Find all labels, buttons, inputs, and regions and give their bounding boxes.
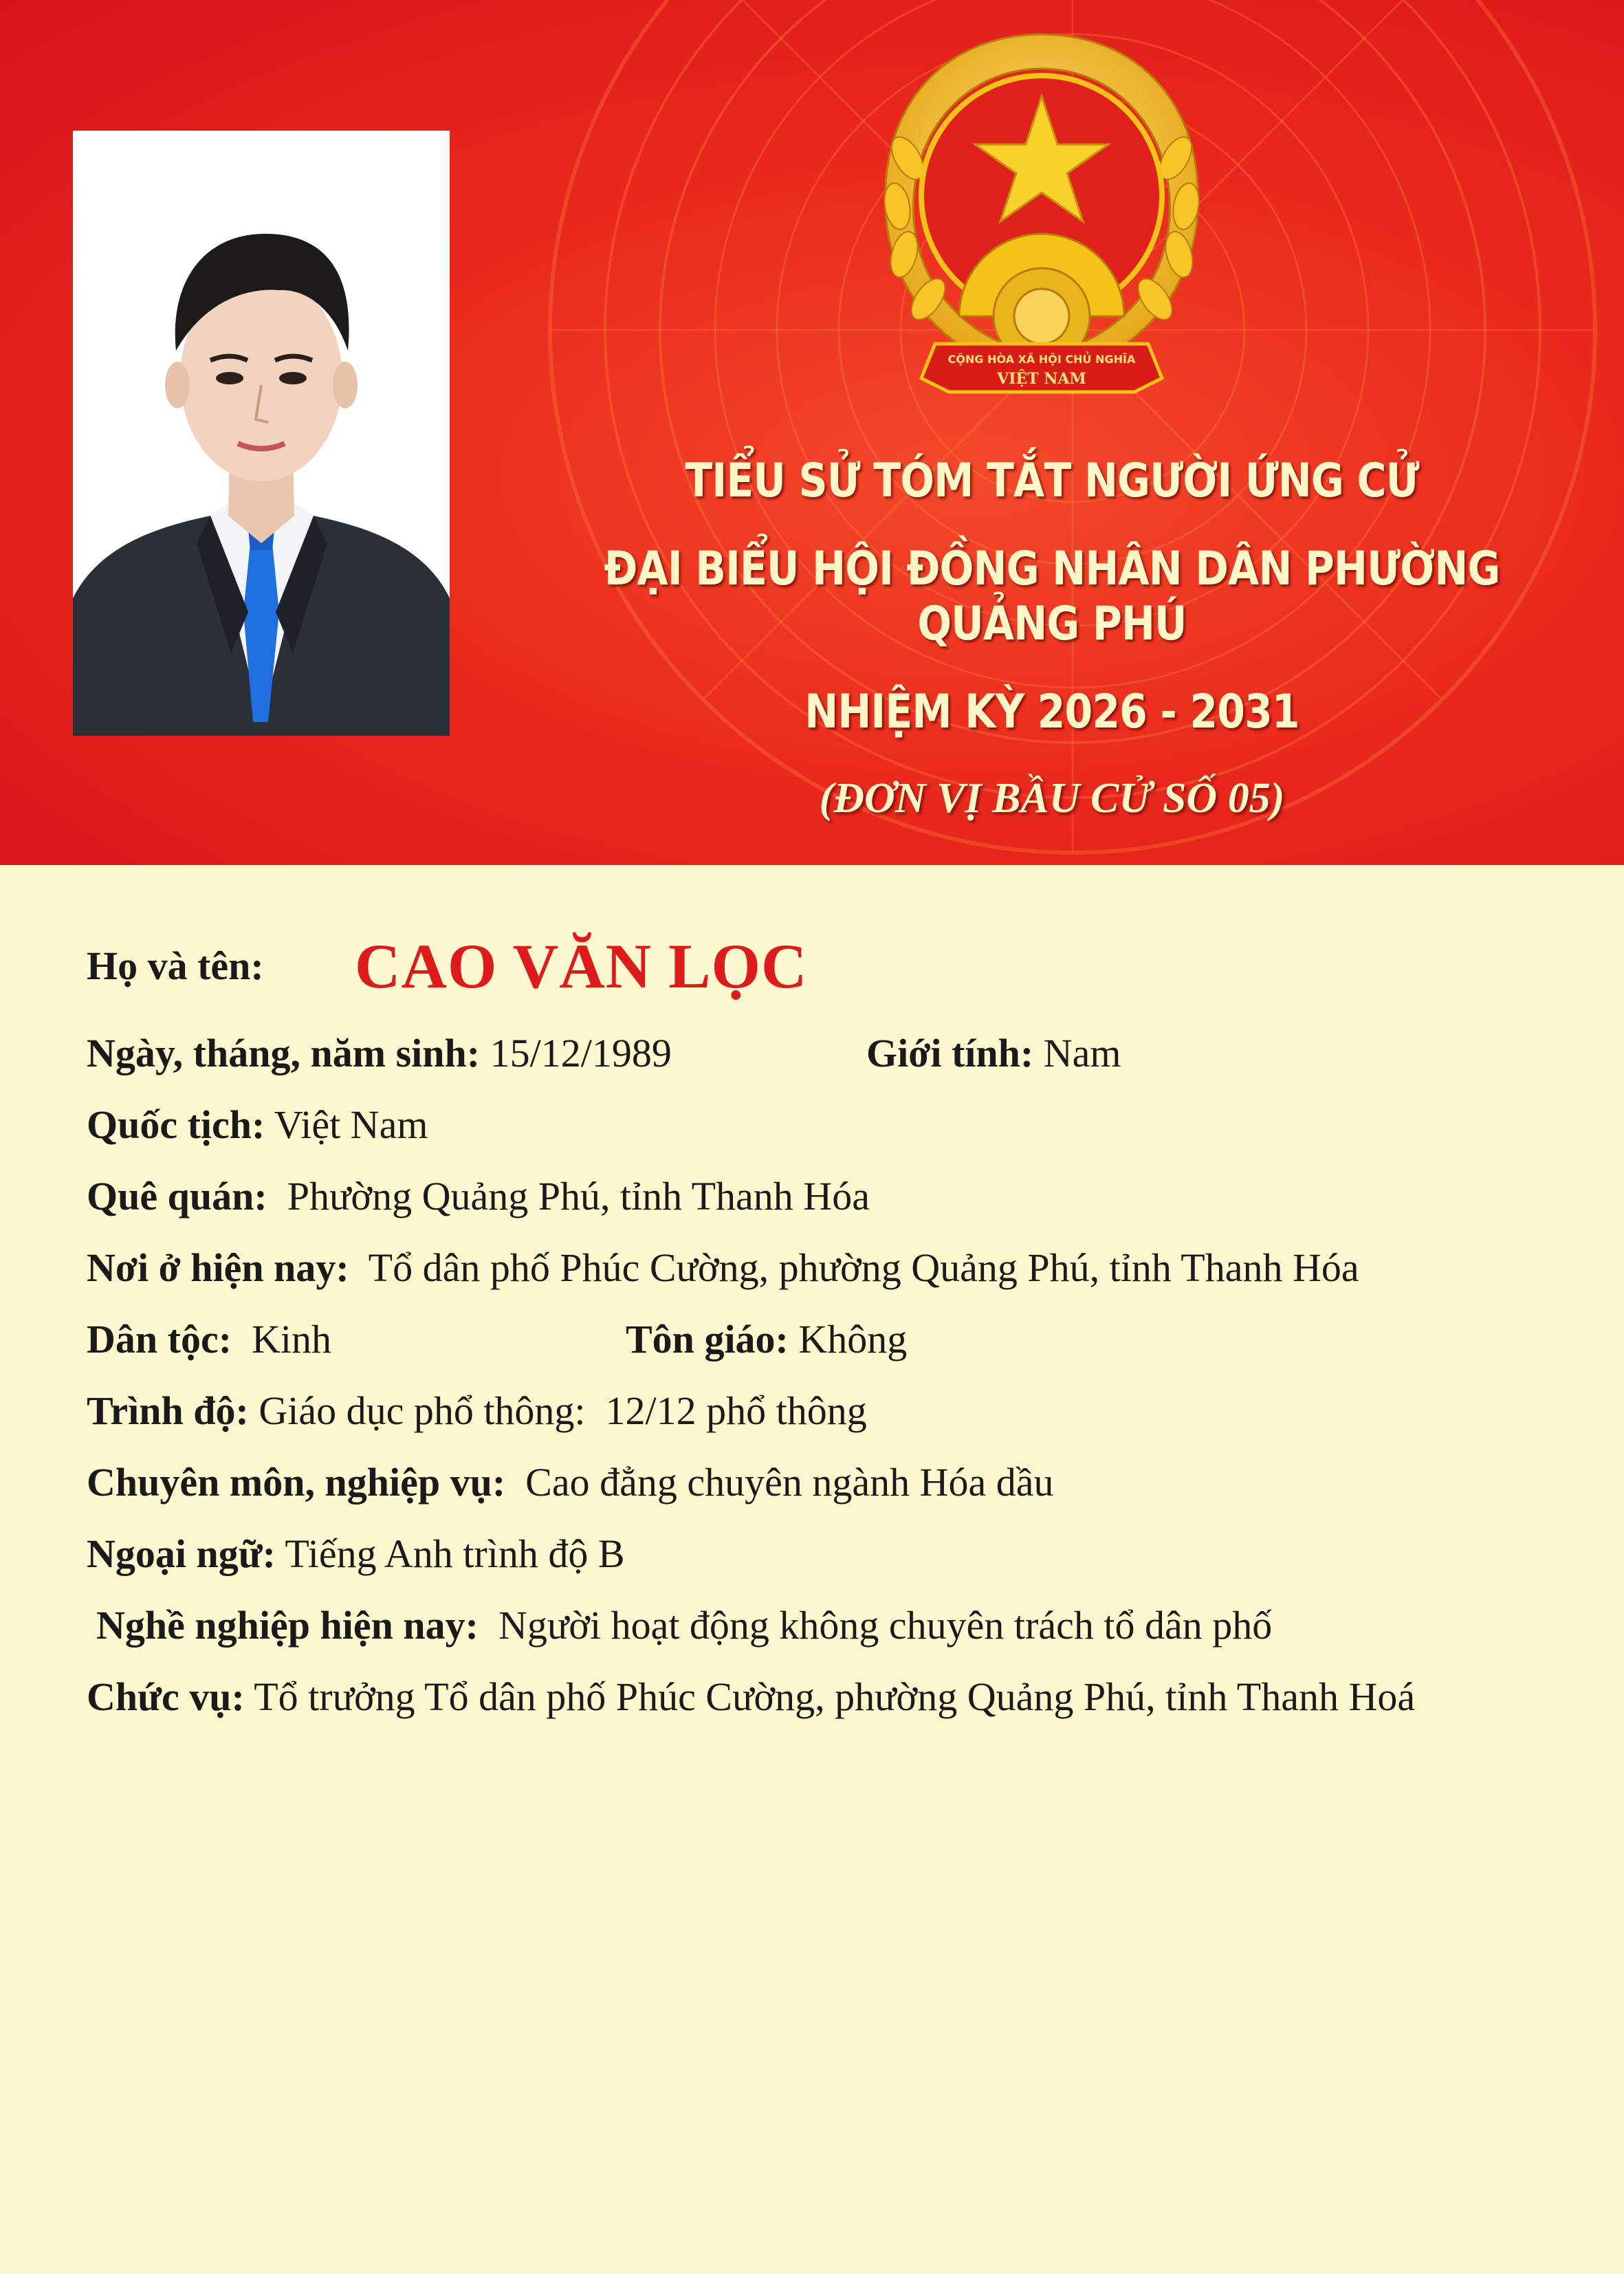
gender-value: Nam xyxy=(1043,1031,1121,1075)
ethnicity-row xyxy=(87,1304,1565,1375)
nationality-label: Quốc tịch: xyxy=(87,1102,265,1147)
hometown-value: Phường Quảng Phú, tỉnh Thanh Hóa xyxy=(287,1174,870,1218)
dob-value: 15/12/1989 xyxy=(490,1031,672,1075)
title-line-2: ĐẠI BIỂU HỘI ĐỒNG NHÂN DÂN PHƯỜNG QUẢNG PHÚ xyxy=(604,542,1500,651)
title-block xyxy=(481,454,1623,824)
name-label: Họ và tên: xyxy=(87,943,264,988)
gender-label: Giới tính: xyxy=(866,1031,1034,1075)
profession-row xyxy=(87,1447,1565,1518)
hometown-label: Quê quán: xyxy=(87,1174,267,1218)
language-label: Ngoại ngữ: xyxy=(87,1531,276,1576)
hometown-row xyxy=(87,1161,1565,1232)
nationality-value: Việt Nam xyxy=(274,1102,428,1147)
education-value: Giáo dục phổ thông: 12/12 phổ thông xyxy=(259,1388,867,1433)
candidate-info xyxy=(87,915,1565,1733)
position-label: Chức vụ: xyxy=(87,1674,245,1719)
profession-value: Cao đẳng chuyên ngành Hóa dầu xyxy=(525,1460,1054,1505)
name-row xyxy=(87,915,1565,1018)
nationality-row xyxy=(87,1089,1565,1161)
residence-row xyxy=(87,1232,1565,1304)
candidate-name: CAO VĂN LỌC xyxy=(355,931,808,1001)
language-value: Tiếng Anh trình độ B xyxy=(285,1531,625,1576)
dob-row xyxy=(87,1018,1565,1089)
residence-label: Nơi ở hiện nay: xyxy=(87,1245,349,1290)
religion-label: Tôn giáo: xyxy=(626,1317,789,1362)
electoral-unit-subtitle: (ĐƠN VỊ BẦU CỬ SỐ 05) xyxy=(819,775,1285,822)
residence-value: Tổ dân phố Phúc Cường, phường Quảng Phú, tỉnh Thanh Hóa xyxy=(368,1245,1359,1290)
language-row xyxy=(87,1518,1565,1590)
ethnicity-label: Dân tộc: xyxy=(87,1317,232,1362)
education-label: Trình độ: xyxy=(87,1388,249,1433)
profession-label: Chuyên môn, nghiệp vụ: xyxy=(87,1460,506,1505)
dob-label: Ngày, tháng, năm sinh: xyxy=(87,1031,481,1075)
position-value: Tổ trưởng Tổ dân phố Phúc Cường, phường Quảng Phú, tỉnh Thanh Hoá xyxy=(254,1674,1416,1719)
religion-value: Không xyxy=(798,1317,908,1362)
emblem-text-top: CỘNG HÒA XÃ HỘI CHỦ NGHĨA xyxy=(947,353,1136,366)
header-banner xyxy=(0,0,1624,865)
national-emblem-icon xyxy=(859,21,1224,433)
occupation-label: Nghề nghiệp hiện nay: xyxy=(96,1603,479,1648)
education-row xyxy=(87,1375,1565,1447)
candidate-portrait xyxy=(73,131,450,736)
occupation-value: Người hoạt động không chuyên trách tổ dân phố xyxy=(498,1603,1273,1648)
position-row xyxy=(87,1661,1565,1733)
emblem-text-bottom: VIỆT NAM xyxy=(997,370,1086,388)
title-line-1: TIỂU SỬ TÓM TẮT NGƯỜI ỨNG CỬ xyxy=(685,454,1419,508)
title-line-3: NHIỆM KỲ 2026 - 2031 xyxy=(804,685,1299,739)
occupation-row xyxy=(87,1590,1565,1661)
ethnicity-value: Kinh xyxy=(252,1317,332,1362)
